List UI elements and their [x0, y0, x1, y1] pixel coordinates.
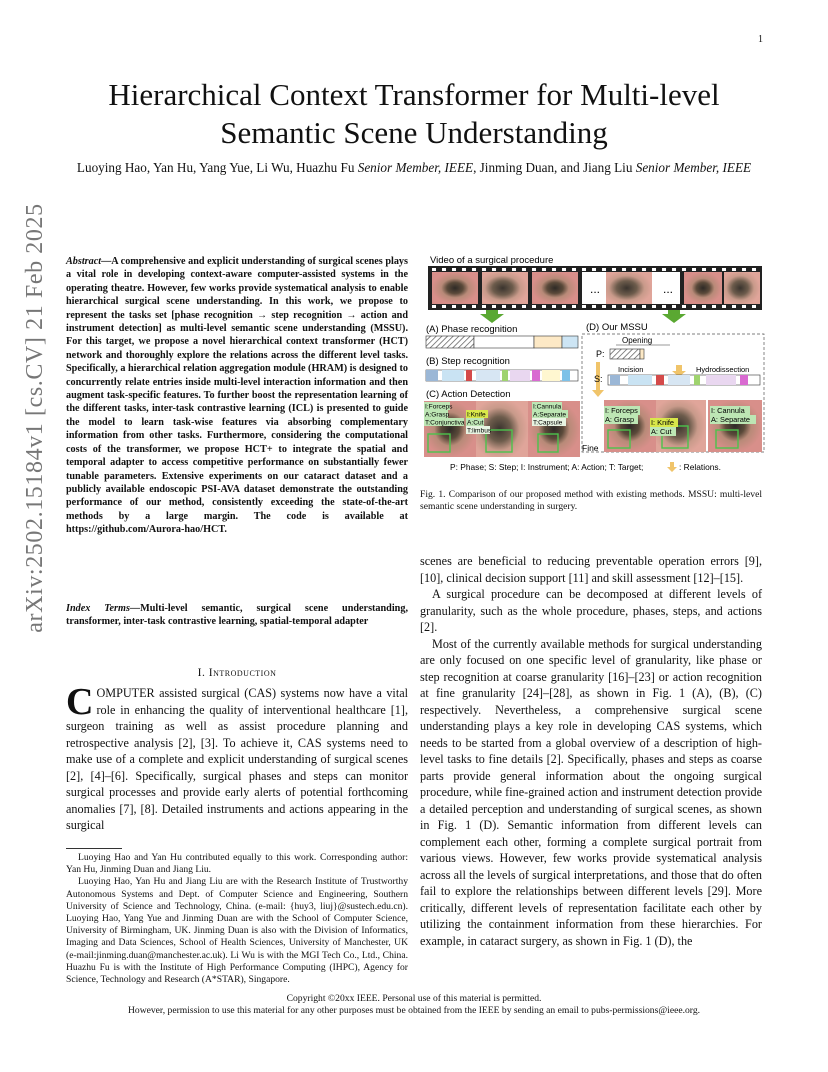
- c-tag-conjunctiva: T:Conjunctiva: [425, 419, 465, 427]
- paragraph-granularity: A surgical procedure can be decomposed at different levels of granularity, such as the whole procedure, phases, steps, and actions [2].: [420, 587, 762, 634]
- step-bar: [426, 370, 578, 381]
- panel-c-label: (C) Action Detection: [426, 389, 511, 400]
- intro-text: OMPUTER assisted surgical (CAS) systems now have a vital role in enhancing the quality of interventional healthcare [1], surgeon training as well as assist procedure planning and retrospective analysis [2], [3]. To achieve it, CAS systems need to make use of a complete and explicit understanding of surgical scenes [2], [4]–[6]. Specifically, surgical phases and steps can monitor surgical processes and provide early alerts of potential forthcoming anomalies [7], [8]. Detailed instruments and actions appearing in the surgical: [66, 686, 408, 832]
- page-number: 1: [758, 34, 763, 45]
- figure-legend-relations: : Relations.: [679, 462, 721, 472]
- intro-paragraph: [66, 681, 408, 834]
- d-phase-next: [640, 349, 644, 359]
- authors-plain: Luoying Hao, Yan Hu, Yang Yue, Li Wu, Huazhu Fu: [76, 160, 355, 175]
- d-opening: Opening: [622, 336, 653, 345]
- c-tag-knife: I:Knife: [467, 411, 486, 419]
- drop-cap: C: [66, 681, 94, 723]
- footnote-affiliations: Luoying Hao, Yan Hu and Jiang Liu are with the Research Institute of Trustworthy Autonomous Systems and Dept. of Computer Science and Engineering, Southern University of Science and Technology, China. (e-mail: {huy3, liuj}@sustech.edu.cn). Luoying Hao, Yang Yue and Jinming Duan are with the School of Computer Science, University of Birmingham, UK. Jinming Duan is also with the Division of Informatics, Imaging and Data Sciences, School of Health Sciences, University of Manchester, UK (e-mail:jinming.duan@manchester.ac.uk). Li Wu is with the MGI Tech Co., Ltd., China. Huazhu Fu is with the Institute of High Performance Computing (IHPC), Agency for Science, Technology and Research (A*STAR), Singapore.: [66, 876, 408, 986]
- right-column-text: [420, 553, 762, 949]
- figure-legend: P: Phase; S: Step; I: Instrument; A: Action; T: Target;: [450, 462, 644, 472]
- copyright-notice: [60, 993, 768, 1017]
- paragraph-continuation: scenes are beneficial to reducing preventable operation errors [9], [10], clinical decision support [11] and skill assessment [12]–[15].: [420, 554, 762, 585]
- c-tag-separate: A:Separate: [533, 411, 566, 419]
- arrow-down-left: [480, 310, 504, 323]
- video-label: Video of a surgical procedure: [430, 255, 554, 266]
- figure-1: [420, 250, 770, 480]
- figure-caption: Fig. 1. Comparison of our proposed method with existing methods. MSSU: multi-level semantic scene understanding in surgery.: [420, 489, 762, 513]
- section-heading-text: I. Introduction: [197, 666, 277, 679]
- d-hydro: Hydrodissection: [696, 365, 750, 374]
- abstract-body: —A comprehensive and explicit understanding of surgical scenes plays a vital role in developing context-aware computer-assisted systems in the operating theatre. However, few works provide systematical analysis to enable hierarchical surgical scene understanding. In this work, we propose to represent the tasks set [phase recognition → step recognition → action and instrument detection] as multi-level semantic scene understanding (MSSU). For this target, we propose a novel hierarchical context transformer (HCT) network and thoroughly explore the relations across the different level tasks. Specifically, a hierarchical relation aggregation module (HRAM) is designed to concurrently relate entries inside multi-level interaction information and then augment task-specific features. To further boost the representation learning of the different tasks, inter-task contrastive learning (ICL) is presented to guide the model to learn task-wise features via absorbing complementary information from other tasks. Furthermore, considering the computational costs of the transformer, we propose HCT+ to integrate the spatial and temporal adapter to access competitive performance on substantially fewer tunable parameters. Extensive experiments on our cataract dataset and a publicly available endoscopic PSI-AVA dataset demonstrate the outstanding performance of our method, consistently exceeding the state-of-the-art methods by a large margin. The code is available at https://github.com/Aurora-hao/HCT.: [66, 256, 408, 536]
- d-incision: Incision: [618, 365, 644, 374]
- authors-senior-2: Senior Member, IEEE: [635, 160, 752, 175]
- panel-b-label: (B) Step recognition: [426, 356, 510, 367]
- d-step-bar: [608, 375, 760, 385]
- ellipsis-2: ...: [663, 282, 674, 296]
- c-tag-grasp: A:Grasp: [425, 411, 450, 419]
- d-fine: Fine: [582, 443, 599, 453]
- d-tag-grasp: A: Grasp: [605, 415, 635, 424]
- relation-legend-icon: [667, 462, 677, 472]
- phase-bar: [426, 336, 578, 348]
- d-tag-cut: A: Cut: [651, 427, 672, 436]
- footnotes: [66, 852, 408, 986]
- panel-d-label: (D) Our MSSU: [586, 322, 648, 333]
- abstract: [66, 255, 408, 537]
- index-body: —Multi-level semantic, surgical scene understanding, transformer, inter-task contrastive learning, spatial-temporal adapter: [66, 603, 408, 628]
- c-tag-cut: A:Cut: [467, 419, 484, 427]
- c-tag-limbus: T:limbus: [467, 427, 492, 435]
- copyright-line-2: However, permission to use this material for any other purposes must be obtained from the IEEE by sending an email to pubs-permissions@ieee.org.: [127, 1005, 701, 1016]
- c-tag-forceps: I:Forceps: [425, 403, 453, 411]
- c-tag-cannula: I:Cannula: [533, 403, 562, 411]
- d-tag-knife: I: Knife: [651, 418, 675, 427]
- footnote-rule: [66, 848, 122, 849]
- d-phase-hatch: [610, 349, 640, 359]
- footnote-contribution: Luoying Hao and Yan Hu contributed equally to this work. Corresponding author: Yan Hu, Jinming Duan and Jiang Liu.: [66, 852, 408, 876]
- section-heading: [66, 666, 408, 679]
- d-tag-cannula: I: Cannula: [711, 406, 745, 415]
- d-s-label: S:: [594, 374, 603, 384]
- authors-mid: , Jinming Duan, and Jiang Liu: [473, 160, 633, 175]
- c-tag-capsule: T:Capsule: [533, 419, 563, 427]
- index-terms: [66, 602, 408, 629]
- arxiv-stamp: arXiv:2502.15184v1 [cs.CV] 21 Feb 2025: [22, 203, 48, 633]
- d-tag-forceps: I: Forceps: [605, 406, 638, 415]
- paragraph-methods: Most of the currently available methods for surgical understanding are only focused on one specific level of granularity, like phase or step recognition at coarse granularity [16]–[23] or action recognition at fine granularity [24]–[28], as shown in Fig. 1 (A), (B), (C) respectively. Nevertheless, a comprehensive surgical scene understanding plays a key role in developing CAS systems, which needs to be started from a global overview of a description of high-level tasks to fine details [2]. Specifically, phases and steps as coarse parts provide general information about the ongoing surgical procedure, while fine-grained action and instrument detection provide a detailed perception and understanding of surgical scenes, as shown in Fig. 1 (D). Semantic information from different levels can complement each other, forming a complete surgical portrait from various views. However, few works provide systematical analysis across all the levels of surgical interpretations, and those that do often fail to explore the relationships between different levels [29]. More critically, different levels of representation facilitate each other by utilizing the containment information from these hierarchies. For example, in cataract surgery, as shown in Fig. 1 (D), the: [420, 636, 762, 948]
- paper-title: Hierarchical Context Transformer for Multi-level Semantic Scene Understanding: [108, 77, 720, 150]
- author-list: [60, 159, 768, 177]
- frame-middle: [606, 272, 652, 304]
- index-label: Index Terms: [66, 603, 130, 614]
- ellipsis-1: ...: [590, 282, 601, 296]
- abstract-label: Abstract: [66, 256, 102, 267]
- panel-a-label: (A) Phase recognition: [426, 324, 518, 335]
- copyright-line-1: Copyright ©20xx IEEE. Personal use of this material is permitted.: [286, 993, 542, 1004]
- d-p-label: P:: [596, 349, 605, 359]
- authors-senior-1: Senior Member, IEEE: [357, 160, 474, 175]
- d-tag-separate: A: Separate: [711, 415, 751, 424]
- arrow-down-right: [662, 310, 686, 323]
